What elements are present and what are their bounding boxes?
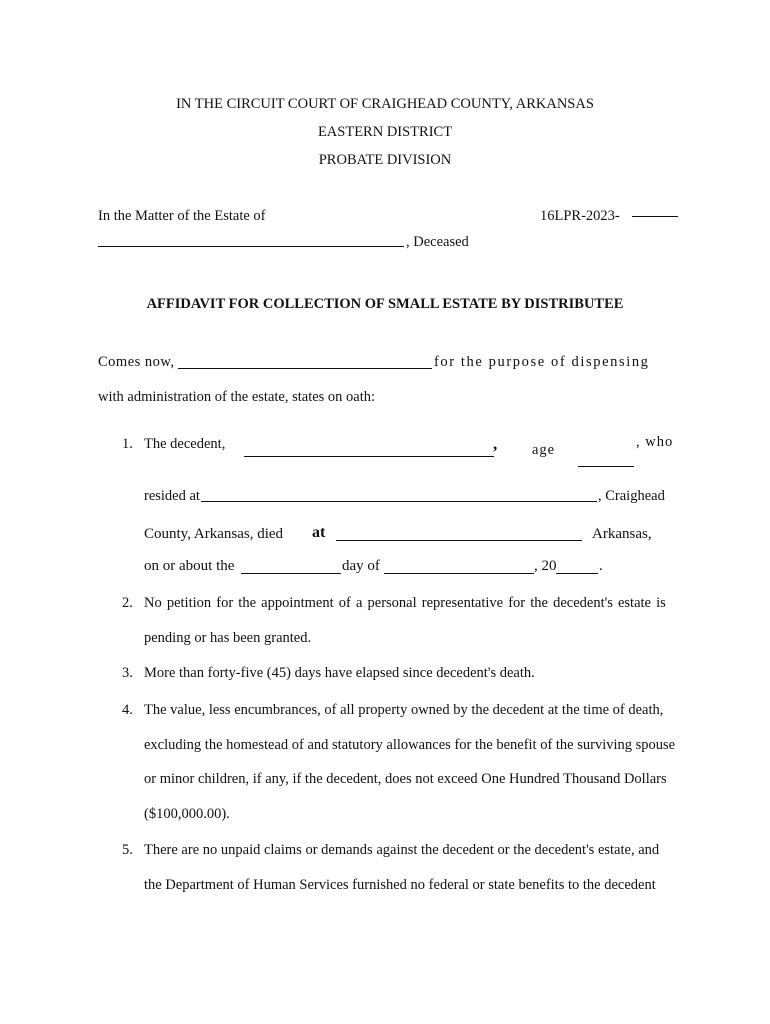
craighead-label: , Craighead bbox=[598, 488, 665, 504]
item-2-line-1: No petition for the appointment of a personal representative for the decedent's estate is bbox=[144, 595, 666, 611]
item-1-number: 1. bbox=[122, 436, 133, 452]
affiant-name-field[interactable] bbox=[178, 368, 432, 369]
item-3-number: 3. bbox=[122, 665, 133, 681]
decedent-label: The decedent, bbox=[144, 436, 226, 452]
residence-field[interactable] bbox=[201, 501, 597, 502]
court-heading: IN THE CIRCUIT COURT OF CRAIGHEAD COUNTY, ARKANSAS bbox=[176, 96, 594, 112]
who-label: , who bbox=[636, 434, 674, 450]
age-label: age bbox=[532, 442, 556, 458]
item-2-line-2: pending or has been granted. bbox=[144, 630, 312, 646]
item-5-line-2: the Department of Human Services furnished no federal or state benefits to the decedent bbox=[144, 877, 656, 893]
item-5-number: 5. bbox=[122, 842, 133, 858]
county-died-label: County, Arkansas, died bbox=[144, 526, 284, 542]
day-of-label: day of bbox=[342, 558, 380, 574]
case-number-prefix: 16LPR-2023- bbox=[540, 208, 620, 224]
death-month-field[interactable] bbox=[384, 573, 534, 574]
decedent-comma: , bbox=[493, 434, 498, 453]
at-label: at bbox=[312, 524, 326, 541]
affidavit-title: AFFIDAVIT FOR COLLECTION OF SMALL ESTATE BY DISTRIBUTEE bbox=[146, 296, 624, 312]
comes-now-label: Comes now, bbox=[98, 354, 175, 370]
decedent-field[interactable] bbox=[244, 456, 494, 457]
estate-matter-label: In the Matter of the Estate of bbox=[98, 208, 266, 224]
item-2-number: 2. bbox=[122, 595, 133, 611]
death-place-field[interactable] bbox=[336, 540, 582, 541]
item-4-line-3: or minor children, if any, if the decedent, does not exceed One Hundred Thousand Dollars bbox=[144, 771, 667, 787]
deceased-label: , Deceased bbox=[406, 234, 469, 250]
intro-line-2: with administration of the estate, states on oath: bbox=[98, 389, 376, 405]
item-4-line-4: ($100,000.00). bbox=[144, 806, 230, 822]
item-5-line-1: There are no unpaid claims or demands against the decedent or the decedent's estate, and bbox=[144, 842, 660, 858]
item-4-line-1: The value, less encumbrances, of all property owned by the decedent at the time of death, bbox=[144, 702, 664, 718]
age-field[interactable] bbox=[578, 466, 634, 467]
on-about-label: on or about the bbox=[144, 558, 235, 574]
division-heading: PROBATE DIVISION bbox=[318, 152, 452, 168]
purpose-text: for the purpose of dispensing bbox=[434, 354, 650, 370]
item-1-period: . bbox=[599, 558, 603, 574]
arkansas-label: Arkansas, bbox=[592, 526, 652, 542]
death-year-field[interactable] bbox=[556, 573, 598, 574]
death-day-field[interactable] bbox=[241, 573, 341, 574]
case-number-field[interactable] bbox=[632, 216, 678, 217]
item-4-number: 4. bbox=[122, 702, 133, 718]
decedent-name-field[interactable] bbox=[98, 246, 404, 247]
district-heading: EASTERN DISTRICT bbox=[317, 124, 453, 140]
item-3-line-1: More than forty-five (45) days have elapsed since decedent's death. bbox=[144, 665, 535, 681]
resided-label: resided at bbox=[144, 488, 200, 504]
year-prefix-label: , 20 bbox=[534, 558, 557, 574]
item-4-line-2: excluding the homestead of and statutory allowances for the benefit of the surviving spouse bbox=[144, 737, 676, 753]
